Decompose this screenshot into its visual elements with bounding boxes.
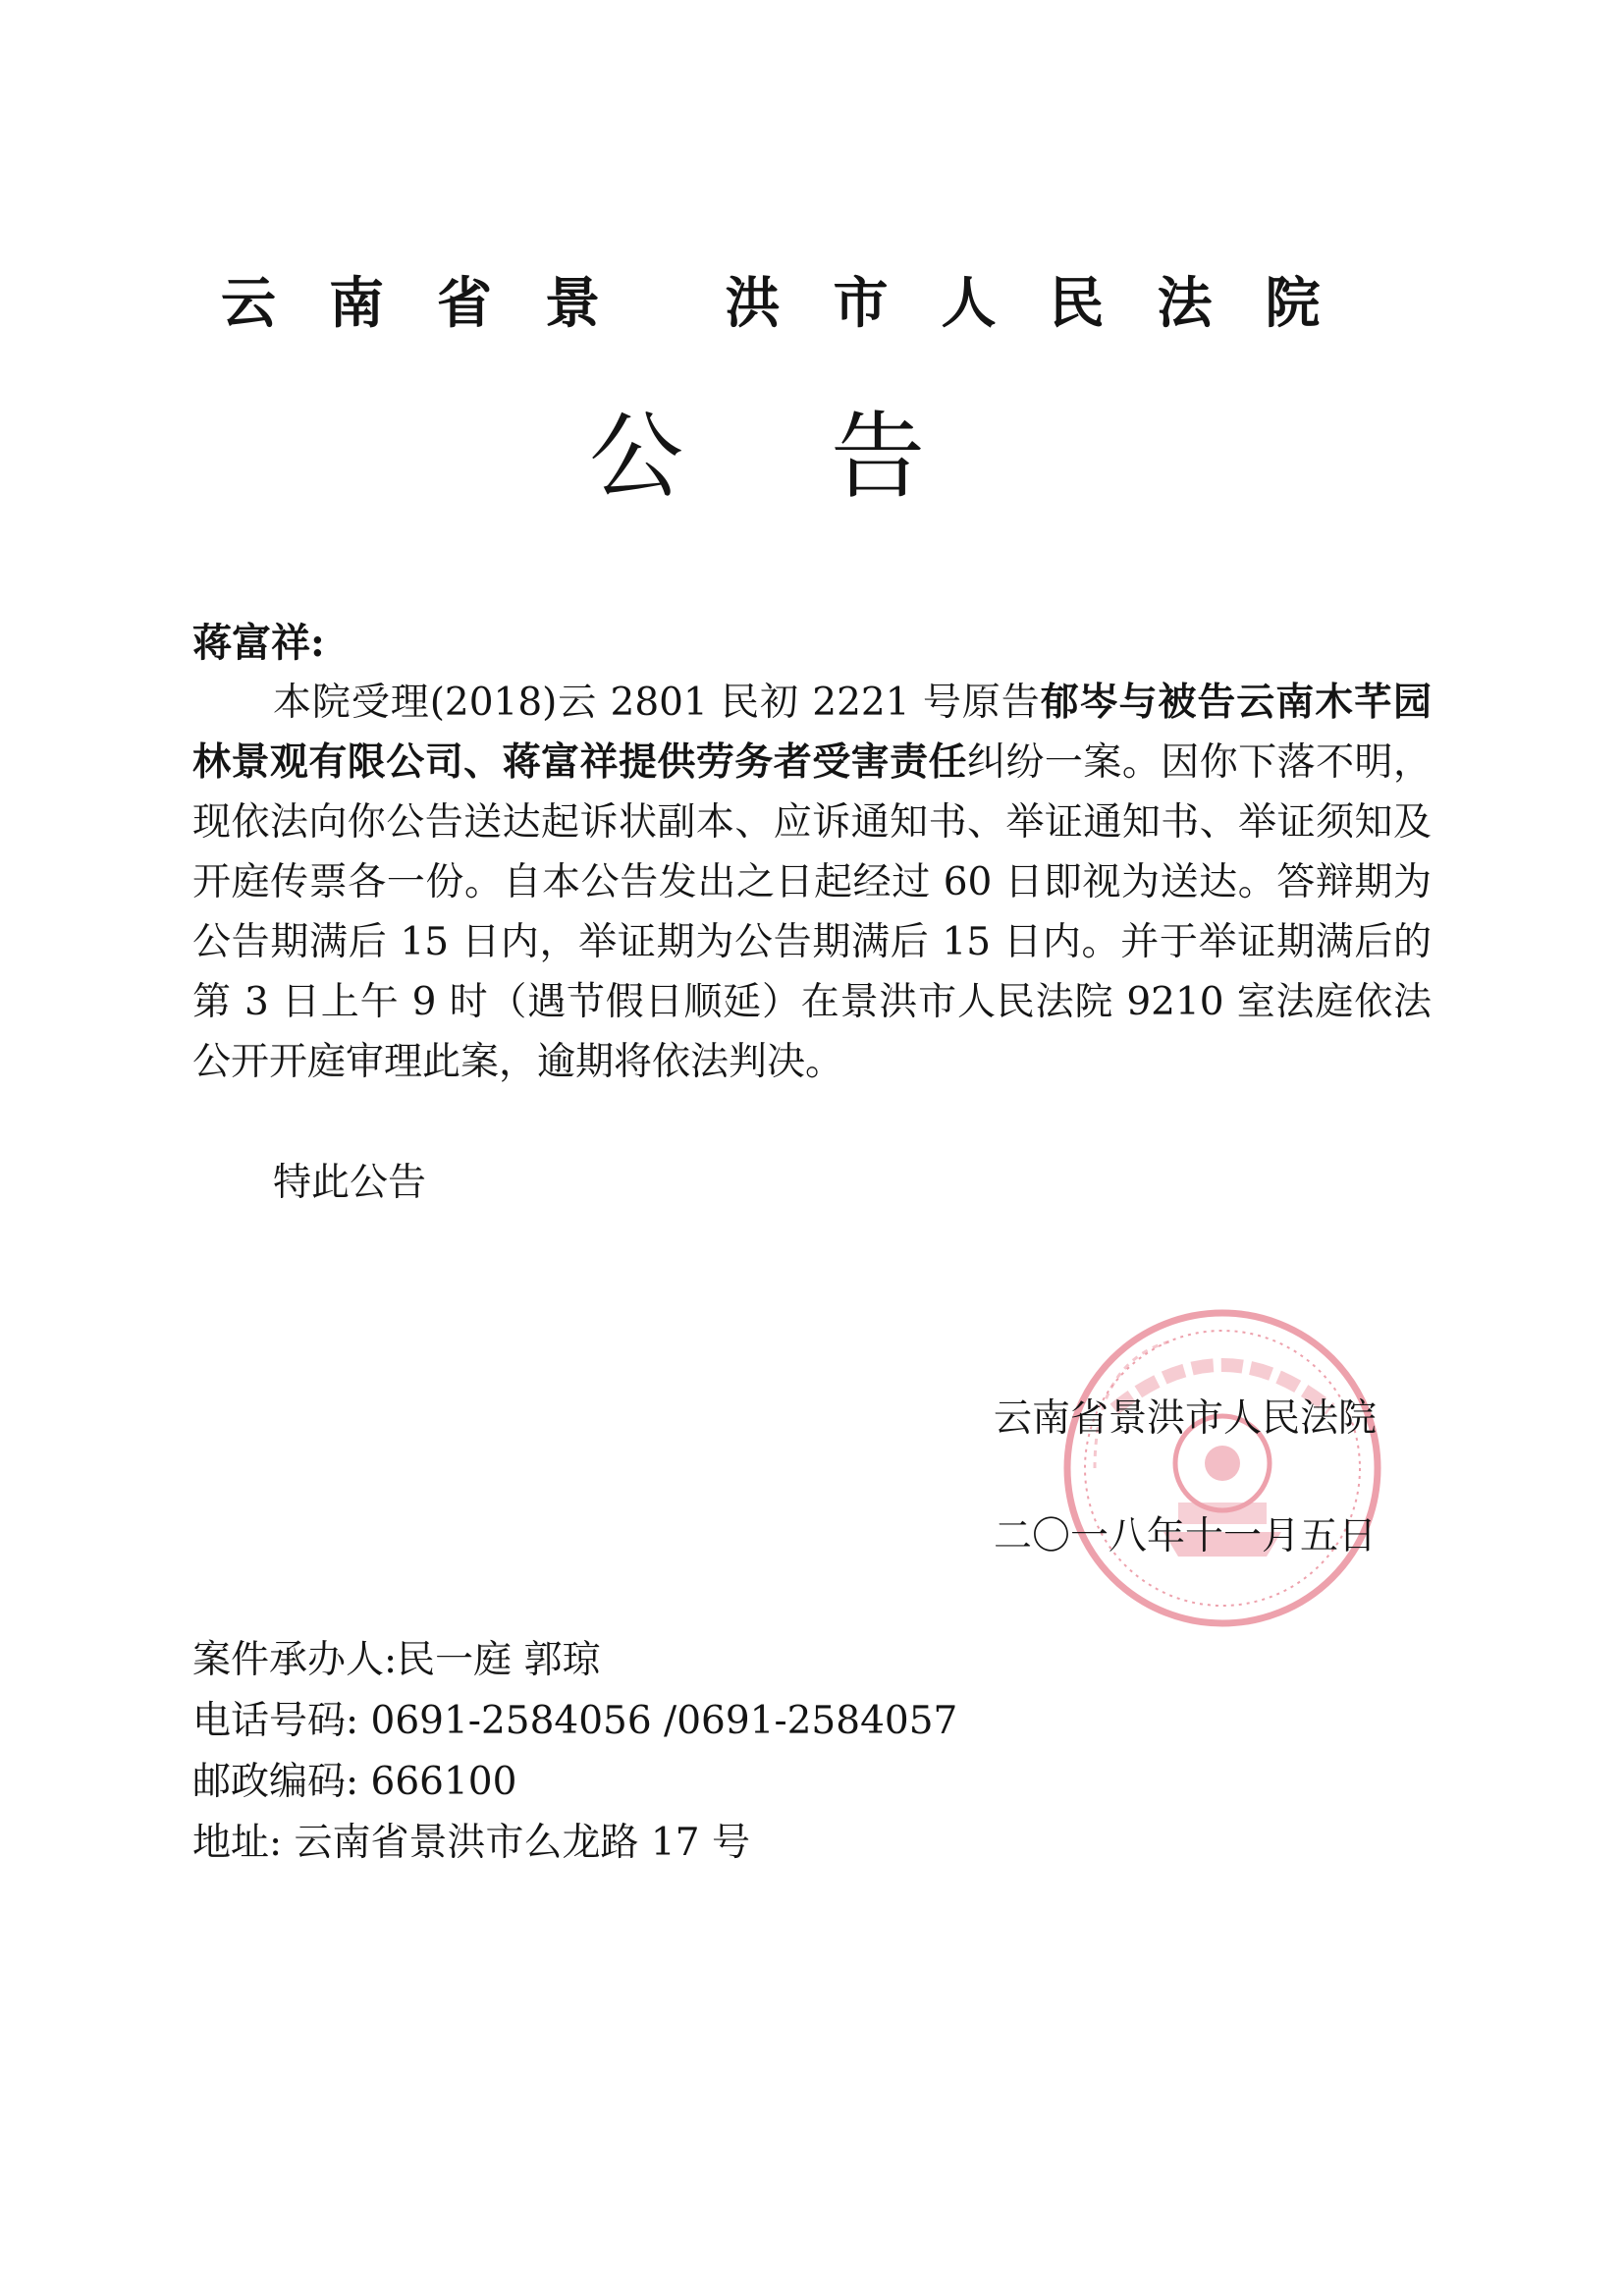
signing-court: 云南省景洪市人民法院 [994,1396,1378,1441]
court-name-heading: 云南省景 洪市人民法院 [221,272,1374,336]
notice-title: 公告 [589,402,1072,512]
court-seal-icon [1055,1301,1389,1635]
address: 地址: 云南省景洪市么龙路 17 号 [192,1821,750,1865]
case-handler: 案件承办人:民一庭 郭琼 [192,1638,601,1682]
closing-phrase: 特此公告 [273,1161,427,1205]
phone-number: 电话号码: 0691-2584056 /0691-2584057 [192,1699,958,1743]
body-text-part2: 纠纷一案。因你下落不明，现依法向你公告送达起诉状副本、应诉通知书、举证通知书、举证须知及开庭传票各一份。自本公告发出之日起经过 60 日即视为送达。答辩期为公告期满后 15 日内，举证期为公告期满后 15 日内。并于举证期满后的第 3 日上午 9 时（遇节假日顺延）在景洪市人民法院 9210 室法庭依法公开开庭审理此案，逾期将依法判决。 [192,740,1432,1084]
contact-info [192,1630,957,1874]
postal-code: 邮政编码: 666100 [192,1760,517,1804]
addressee: 蒋富祥: [192,620,325,666]
body-text-case-parties: 郁岑与被告云南木芊园林景观有限公司、蒋富祥提供劳务者受害责任 [192,680,1432,785]
signing-date: 二〇一八年十一月五日 [994,1514,1378,1558]
body-text-part1: 本院受理(2018)云 2801 民初 2221 号原告 [273,681,1041,725]
notice-body [192,673,1432,1092]
